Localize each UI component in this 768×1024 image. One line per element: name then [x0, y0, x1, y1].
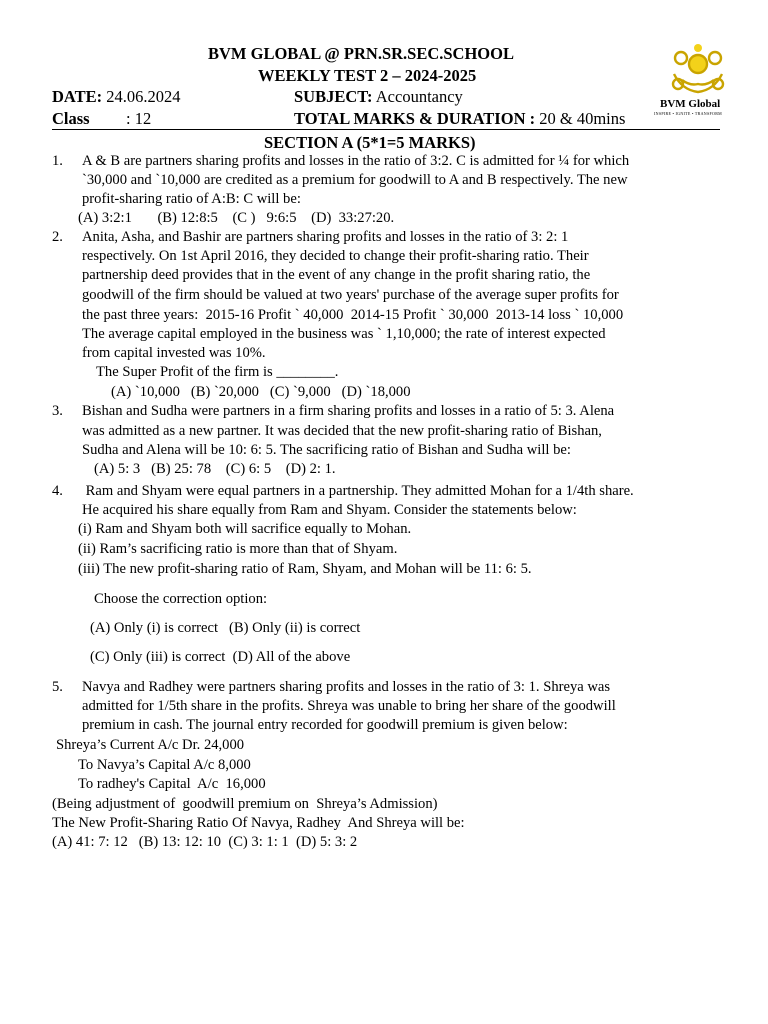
q2-line: The average capital employed in the business was ` 1,10,000; the rate of interest expected [82, 326, 606, 342]
q2-line: partnership deed provides that in the event of any change in the profit sharing ratio, the [82, 267, 591, 283]
q3-line: Bishan and Sudha were partners in a firm sharing profits and losses in a ratio of 5: 3. Alena [82, 403, 615, 419]
q4-options: (C) Only (iii) is correct (D) All of the above [90, 649, 351, 665]
subject-label: SUBJECT: [294, 87, 373, 106]
q5-options: (A) 41: 7: 12 (B) 13: 12: 10 (C) 3: 1: 1 (D) 5: 3: 2 [52, 834, 358, 850]
header-rule [52, 129, 720, 130]
q5-number: 5. [52, 679, 63, 695]
q4-options: (A) Only (i) is correct (B) Only (ii) is correct [90, 620, 361, 636]
q5-journal-line: Shreya’s Current A/c Dr. 24,000 [56, 737, 245, 753]
q5-journal-line: (Being adjustment of goodwill premium on Shreya’s Admission) [52, 796, 438, 812]
q4-line: He acquired his share equally from Ram and Shyam. Consider the statements below: [82, 502, 577, 518]
q2-line: from capital invested was 10%. [82, 345, 266, 361]
q2-line: goodwill of the firm should be valued at two years' purchase of the average super profits for [82, 287, 619, 303]
q1-options: (A) 3:2:1 (B) 12:8:5 (C ) 9:6:5 (D) 33:27:20. [78, 210, 395, 226]
school-name: BVM GLOBAL @ PRN.SR.SEC.SCHOOL [208, 44, 514, 63]
q4-number: 4. [52, 483, 63, 499]
q5-journal-line: To radhey's Capital A/c 16,000 [78, 776, 266, 792]
test-title: WEEKLY TEST 2 – 2024-2025 [258, 66, 477, 85]
q3-number: 3. [52, 403, 63, 419]
q5-line: admitted for 1/5th share in the profits. Shreya was unable to bring her share of the goodwill [82, 698, 616, 714]
logo-tagline: INSPIRE • IGNITE • TRANSFORM [654, 111, 723, 116]
subject-row [294, 87, 463, 107]
q5-line: premium in cash. The journal entry recorded for goodwill premium is given below: [82, 717, 568, 733]
q1-line: `30,000 and `10,000 are credited as a premium for goodwill to A and B respectively. The new [82, 172, 628, 188]
q3-line: was admitted as a new partner. It was decided that the new profit-sharing ratio of Bishan, [82, 423, 602, 439]
q1-line: profit-sharing ratio of A:B: C will be: [82, 191, 301, 207]
marks-label: TOTAL MARKS & DURATION : [294, 109, 536, 128]
date-row [52, 87, 181, 107]
q2-line: Anita, Asha, and Bashir are partners sharing profits and losses in the ratio of 3: 2: 1 [82, 229, 569, 245]
q3-line: Sudha and Alena will be 10: 6: 5. The sacrificing ratio of Bishan and Sudha will be: [82, 442, 571, 458]
q4-statement: (iii) The new profit-sharing ratio of Ram, Shyam, and Mohan will be 11: 6: 5. [78, 561, 532, 577]
q1-number: 1. [52, 153, 63, 169]
q4-line: Ram and Shyam were equal partners in a partnership. They admitted Mohan for a 1/4th share. [82, 483, 634, 499]
q2-line: respectively. On 1st April 2016, they decided to change their profit-sharing ratio. Their [82, 248, 589, 264]
q2-number: 2. [52, 229, 63, 245]
q3-options: (A) 5: 3 (B) 25: 78 (C) 6: 5 (D) 2: 1. [94, 461, 336, 477]
q1-line: A & B are partners sharing profits and losses in the ratio of 3:2. C is admitted for ¼ for which [82, 153, 630, 169]
class-value: : 12 [126, 109, 152, 128]
q2-line: the past three years: 2015-16 Profit ` 40,000 2014-15 Profit ` 30,000 2013-14 loss ` 10,000 [82, 307, 624, 323]
q5-journal-line: To Navya’s Capital A/c 8,000 [78, 757, 251, 773]
q2-options: (A) `10,000 (B) `20,000 (C) `9,000 (D) `18,000 [111, 384, 411, 400]
school-logo [652, 40, 744, 120]
section-title: SECTION A (5*1=5 MARKS) [264, 133, 476, 152]
q2-prompt: The Super Profit of the firm is ________. [96, 364, 339, 380]
q5-question: The New Profit-Sharing Ratio Of Navya, Radhey And Shreya will be: [52, 815, 465, 831]
logo-text: BVM Global [660, 98, 721, 110]
q4-choose: Choose the correction option: [94, 591, 268, 607]
subject-value: Accountancy [375, 87, 463, 106]
class-label: Class [52, 109, 90, 128]
date-value: 24.06.2024 [106, 87, 181, 106]
marks-row [294, 109, 625, 129]
q4-statement: (ii) Ram’s sacrificing ratio is more than that of Shyam. [78, 541, 398, 557]
marks-value: 20 & 40mins [539, 109, 626, 128]
q5-line: Navya and Radhey were partners sharing profits and losses in the ratio of 3: 1. Shreya was [82, 679, 611, 695]
q4-statement: (i) Ram and Shyam both will sacrifice equally to Mohan. [78, 521, 412, 537]
date-label: DATE: [52, 87, 103, 106]
